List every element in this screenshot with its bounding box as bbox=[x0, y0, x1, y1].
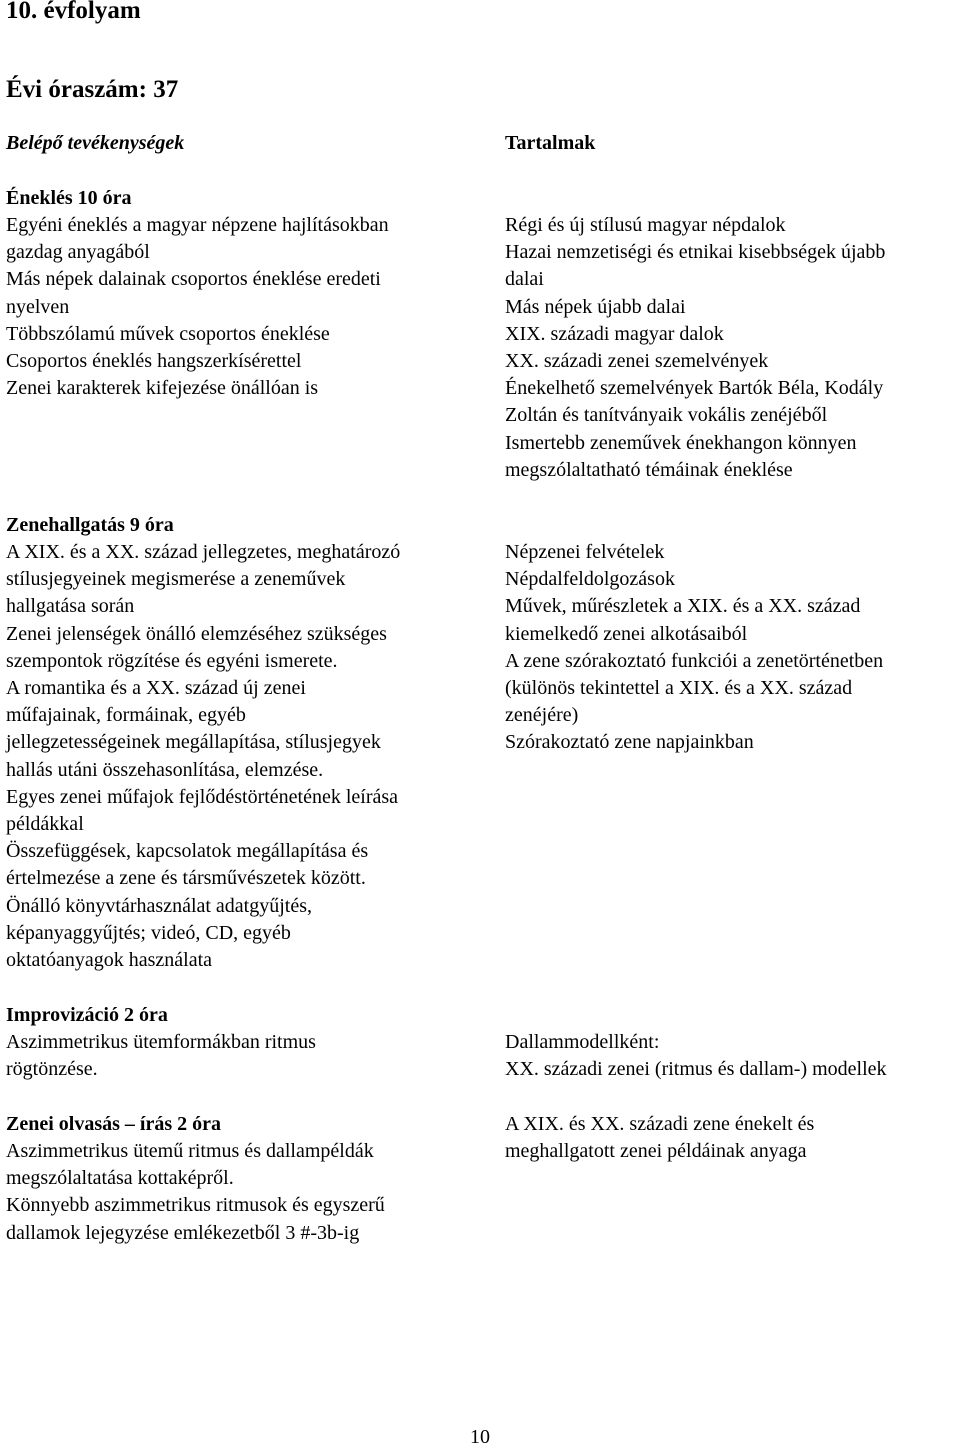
grade-heading: 10. évfolyam bbox=[6, 0, 141, 24]
text-line: Zenei jelenségek önálló elemzéséhez szükséges bbox=[6, 622, 387, 645]
text-line: szempontok rögzítése és egyéni ismerete. bbox=[6, 649, 338, 672]
text-line: megszólaltatható témáinak éneklése bbox=[505, 458, 793, 481]
text-line: Régi és új stílusú magyar népdalok bbox=[505, 214, 786, 236]
text-line: Népdalfeldolgozások bbox=[505, 568, 675, 591]
text-line: (különös tekintettel a XIX. és a XX. század bbox=[505, 677, 853, 700]
section-title-reading-writing: Zenei olvasás – írás 2 óra bbox=[6, 1113, 221, 1135]
text-line: Zoltán és tanítványaik vokális zenéjéből bbox=[505, 404, 828, 427]
text-line: dallamok lejegyzése emlékezetből 3 #-3b-ig bbox=[6, 1221, 360, 1244]
text-line: Könnyebb aszimmetrikus ritmusok és egyszerű bbox=[6, 1194, 385, 1217]
section-title-listening: Zenehallgatás 9 óra bbox=[6, 514, 174, 536]
singing-contents bbox=[505, 212, 885, 484]
improvisation-activities bbox=[6, 1029, 316, 1083]
text-line: nyelven bbox=[6, 295, 70, 318]
left-column-header: Belépő tevékenységek bbox=[6, 132, 185, 154]
text-line: Dallammodellként: bbox=[505, 1031, 660, 1053]
text-line: meghallgatott zenei példáinak anyaga bbox=[505, 1140, 807, 1163]
text-line: Más népek újabb dalai bbox=[505, 295, 686, 318]
text-line: Népzenei felvételek bbox=[505, 541, 665, 563]
text-line: XIX. századi magyar dalok bbox=[505, 322, 724, 345]
text-line: A XIX. és XX. századi zene énekelt és bbox=[505, 1113, 815, 1135]
text-line: Művek, műrészletek a XIX. és a XX. század bbox=[505, 595, 861, 618]
page-number: 10 bbox=[470, 1426, 490, 1448]
text-line: XX. századi zenei szemelvények bbox=[505, 350, 769, 373]
text-line: kiemelkedő zenei alkotásaiból bbox=[505, 622, 748, 645]
listening-contents bbox=[505, 539, 883, 757]
section-title-improvisation: Improvizáció 2 óra bbox=[6, 1004, 168, 1026]
listening-activities bbox=[6, 539, 400, 974]
singing-activities bbox=[6, 212, 389, 402]
text-line: Többszólamú művek csoportos éneklése bbox=[6, 322, 330, 345]
text-line: Ismertebb zeneművek énekhangon könnyen bbox=[505, 431, 857, 454]
section-title-singing: Éneklés 10 óra bbox=[6, 187, 132, 209]
text-line: A zene szórakoztató funkciói a zenetörténetben bbox=[505, 649, 884, 672]
text-line: képanyaggyűjtés; videó, CD, egyéb bbox=[6, 921, 291, 944]
text-line: stílusjegyeinek megismerése a zeneművek bbox=[6, 568, 346, 591]
text-line: A romantika és a XX. század új zenei bbox=[6, 677, 306, 700]
text-line: Aszimmetrikus ütemű ritmus és dallampéldák bbox=[6, 1140, 374, 1162]
text-line: oktatóanyagok használata bbox=[6, 949, 213, 972]
text-line: dalai bbox=[505, 268, 544, 291]
text-line: Más népek dalainak csoportos éneklése eredeti bbox=[6, 268, 381, 291]
text-line: Hazai nemzetiségi és etnikai kisebbségek újabb bbox=[505, 241, 886, 264]
annual-hours-heading: Évi óraszám: 37 bbox=[6, 76, 179, 103]
text-line: gazdag anyagából bbox=[6, 241, 150, 264]
text-line: műfajainak, formáinak, egyéb bbox=[6, 704, 246, 727]
text-line: A XIX. és a XX. század jellegzetes, meghatározó bbox=[6, 541, 401, 563]
text-line: Összefüggések, kapcsolatok megállapítása és bbox=[6, 840, 369, 863]
text-line: Egyes zenei műfajok fejlődéstörténetének leírása bbox=[6, 785, 399, 808]
text-line: Énekelhető szemelvények Bartók Béla, Kodály bbox=[505, 377, 884, 400]
right-column-header: Tartalmak bbox=[505, 132, 596, 154]
text-line: rögtönzése. bbox=[6, 1058, 98, 1081]
text-line: Csoportos éneklés hangszerkísérettel bbox=[6, 350, 302, 373]
reading-activities bbox=[6, 1138, 385, 1247]
text-line: XX. századi zenei (ritmus és dallam-) modellek bbox=[505, 1058, 887, 1081]
text-line: jellegzetességeinek megállapítása, stílusjegyek bbox=[6, 731, 381, 754]
improvisation-contents bbox=[505, 1029, 887, 1083]
text-line: Egyéni éneklés a magyar népzene hajlításokban bbox=[6, 214, 389, 236]
text-line: zenéjére) bbox=[505, 704, 579, 727]
reading-contents bbox=[505, 1111, 814, 1165]
text-line: Szórakoztató zene napjainkban bbox=[505, 731, 754, 754]
text-line: hallás utáni összehasonlítása, elemzése. bbox=[6, 758, 324, 781]
text-line: Zenei karakterek kifejezése önállóan is bbox=[6, 377, 319, 400]
text-line: Önálló könyvtárhasználat adatgyűjtés, bbox=[6, 894, 313, 917]
text-line: értelmezése a zene és társművészetek között. bbox=[6, 867, 366, 890]
text-line: példákkal bbox=[6, 813, 84, 836]
text-line: hallgatása során bbox=[6, 595, 135, 618]
text-line: megszólaltatása kottaképről. bbox=[6, 1167, 234, 1190]
text-line: Aszimmetrikus ütemformákban ritmus bbox=[6, 1031, 316, 1053]
